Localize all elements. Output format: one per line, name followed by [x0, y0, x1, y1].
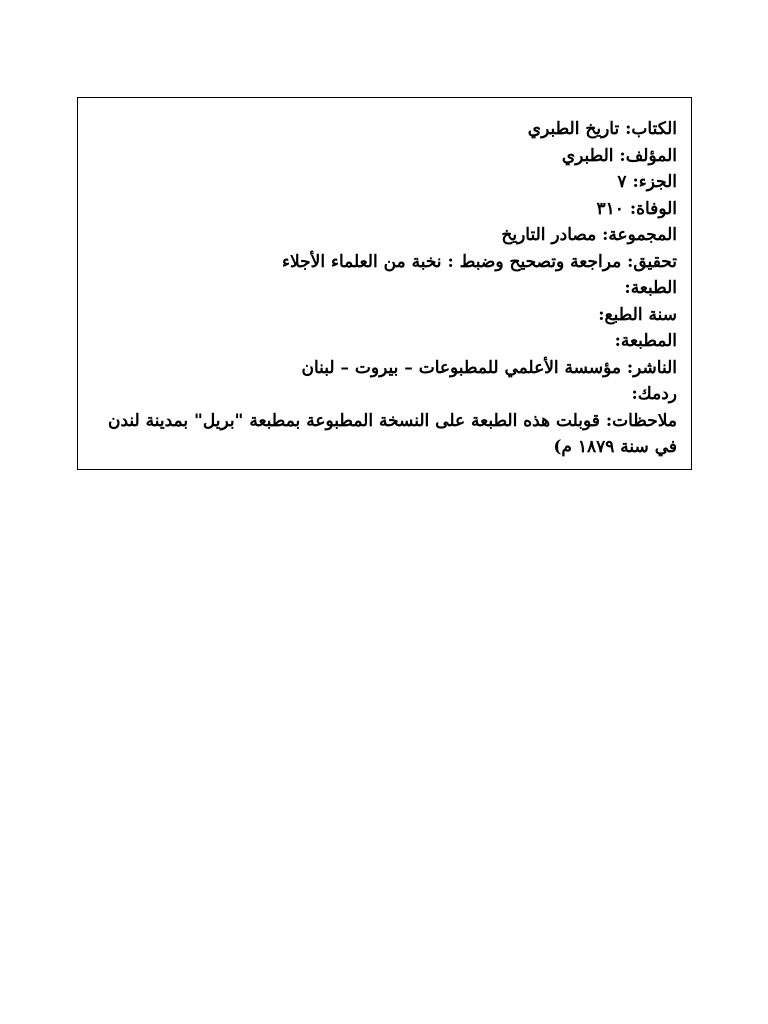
book-info-box — [77, 97, 692, 470]
editing-line: تحقيق: مراجعة وتصحيح وضبط : نخبة من العلماء الأجلاء — [281, 251, 677, 272]
isbn-line: ردمك: — [631, 384, 677, 404]
edition-line: الطبعة: — [624, 278, 677, 298]
notes-paragraph: ملاحظات: قوبلت هذه الطبعة على النسخة المطبوعة بمطبعة "بريل" بمدينة لندن في سنة ١٨٧٩ م) — [107, 410, 677, 457]
print-year-line: سنة الطبع: — [598, 304, 677, 325]
press-line: المطبعة: — [614, 331, 677, 351]
publisher-line: الناشر: مؤسسة الأعلمي للمطبوعات – بيروت – لبنان — [301, 357, 677, 378]
collection-line: المجموعة: مصادر التاريخ — [501, 225, 677, 245]
book-title-line: الكتاب: تاريخ الطبري — [527, 119, 677, 139]
author-line: المؤلف: الطبري — [561, 145, 677, 166]
death-year-line: الوفاة: ٣١٠ — [596, 198, 677, 219]
volume-line: الجزء: ٧ — [617, 172, 677, 192]
